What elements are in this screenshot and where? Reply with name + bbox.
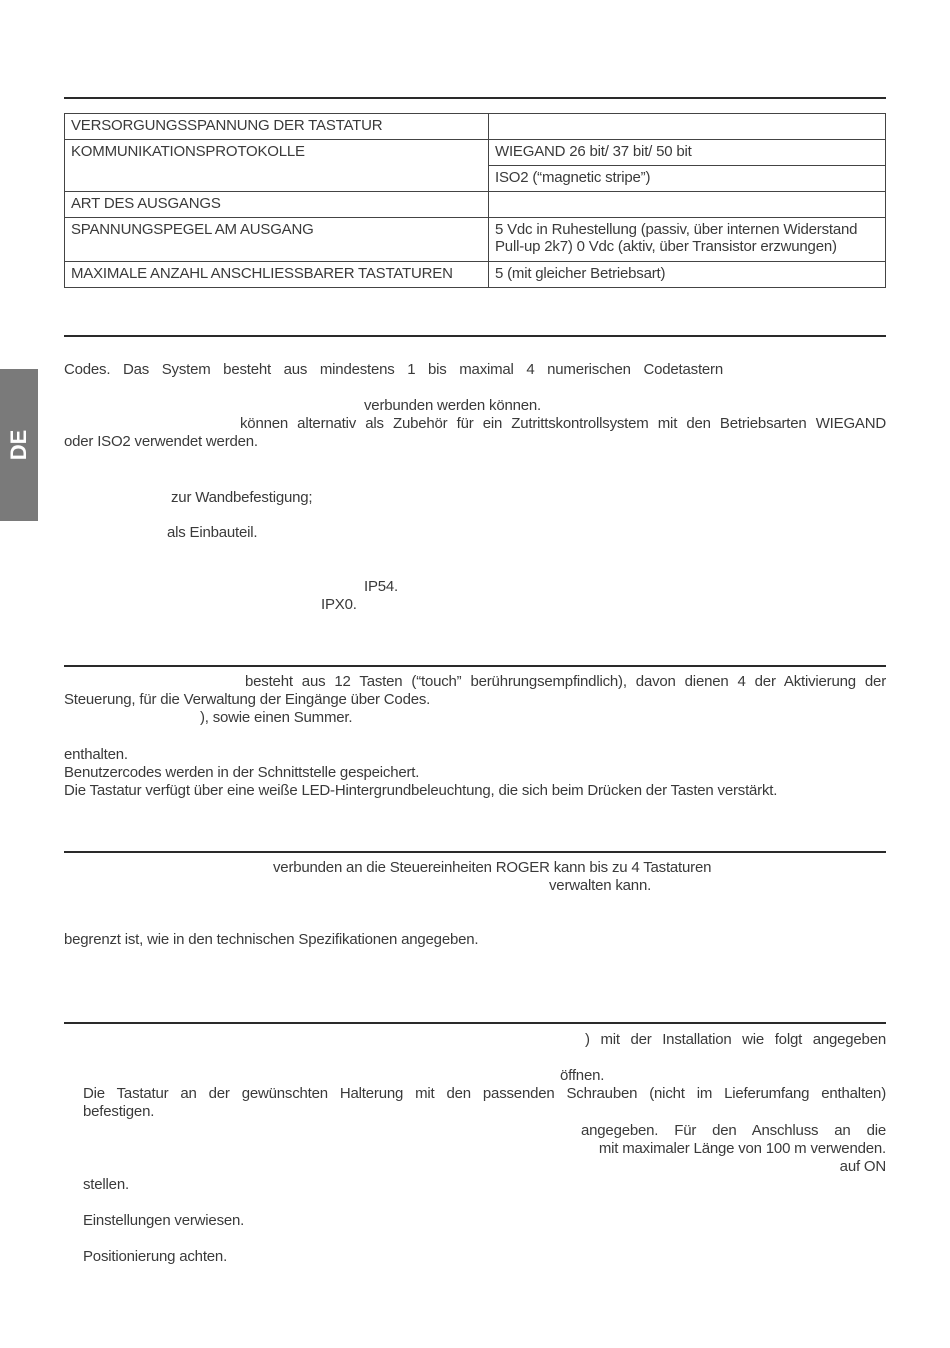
body-text: Positionierung achten. xyxy=(83,1248,228,1265)
spec-value xyxy=(489,114,886,140)
body-text: oder ISO2 verwendet werden. xyxy=(64,433,258,450)
body-text: Einstellungen verwiesen. xyxy=(83,1212,245,1229)
body-text: verbunden an die Steuereinheiten ROGER kann bis zu 4 Tastaturen xyxy=(273,859,712,876)
spec-value: 5 (mit gleicher Betriebsart) xyxy=(489,262,886,288)
language-tab-label: DE xyxy=(6,429,31,461)
body-text: ) mit der Installation wie folgt angegeben xyxy=(585,1031,886,1048)
body-text: begrenzt ist, wie in den technischen Spezifikationen angegeben. xyxy=(64,931,479,948)
body-text: verwalten kann. xyxy=(549,877,652,894)
body-text: können alternativ als Zubehör für ein Zutrittskontrollsystem mit den Betriebsarten WIEGAND xyxy=(240,415,886,432)
body-text: IP54. xyxy=(364,578,399,595)
body-text: auf ON xyxy=(839,1158,886,1175)
body-text: zur Wandbefestigung; xyxy=(171,489,313,506)
spec-label: ART DES AUSGANGS xyxy=(65,192,489,218)
table-row xyxy=(65,140,886,166)
body-text: mit maximaler Länge von 100 m verwenden. xyxy=(598,1140,886,1157)
section-divider xyxy=(64,97,886,99)
section-divider xyxy=(64,665,886,667)
body-text: ), sowie einen Summer. xyxy=(200,709,353,726)
spec-label: SPANNUNGSPEGEL AM AUSGANG xyxy=(65,218,489,262)
spec-value: WIEGAND 26 bit/ 37 bit/ 50 bit xyxy=(489,140,886,166)
table-row xyxy=(65,262,886,288)
language-tab xyxy=(0,369,38,521)
section-divider xyxy=(64,851,886,853)
body-text: als Einbauteil. xyxy=(167,524,258,541)
body-text: enthalten. xyxy=(64,746,128,763)
table-row xyxy=(65,218,886,262)
body-text: Die Tastatur an der gewünschten Halterung mit den passenden Schrauben (nicht im Lieferumfang enthalten) xyxy=(83,1085,886,1102)
section-divider xyxy=(64,335,886,337)
spec-value xyxy=(489,192,886,218)
body-text: verbunden werden können. xyxy=(364,397,542,414)
body-text: Benutzercodes werden in der Schnittstelle gespeichert. xyxy=(64,764,420,781)
body-text: befestigen. xyxy=(83,1103,155,1120)
spec-label: MAXIMALE ANZAHL ANSCHLIESSBARER TASTATUREN xyxy=(65,262,489,288)
body-text: besteht aus 12 Tasten (“touch” berührungsempfindlich), davon dienen 4 der Aktivierung der xyxy=(245,673,886,690)
spec-value: 5 Vdc in Ruhestellung (passiv, über internen Widerstand Pull-up 2k7) 0 Vdc (aktiv, über Transistor erzwungen) xyxy=(489,218,886,262)
section-divider xyxy=(64,1022,886,1024)
body-text: Die Tastatur verfügt über eine weiße LED-Hintergrundbeleuchtung, die sich beim Drücken der Tasten verstärkt. xyxy=(64,782,778,799)
spec-label: KOMMUNIKATIONSPROTOKOLLE xyxy=(65,140,489,192)
body-text: Steuerung, für die Verwaltung der Eingänge über Codes. xyxy=(64,691,431,708)
body-text: angegeben. Für den Anschluss an die xyxy=(581,1122,886,1139)
spec-table xyxy=(64,113,886,288)
spec-label: VERSORGUNGSSPANNUNG DER TASTATUR xyxy=(65,114,489,140)
table-row xyxy=(65,114,886,140)
body-text: Codes. Das System besteht aus mindestens 1 bis maximal 4 numerischen Codetastern xyxy=(64,361,723,378)
body-text: stellen. xyxy=(83,1176,129,1193)
body-text: IPX0. xyxy=(321,596,357,613)
body-text: öffnen. xyxy=(560,1067,605,1084)
table-row xyxy=(65,192,886,218)
spec-value: ISO2 (“magnetic stripe”) xyxy=(489,166,886,192)
